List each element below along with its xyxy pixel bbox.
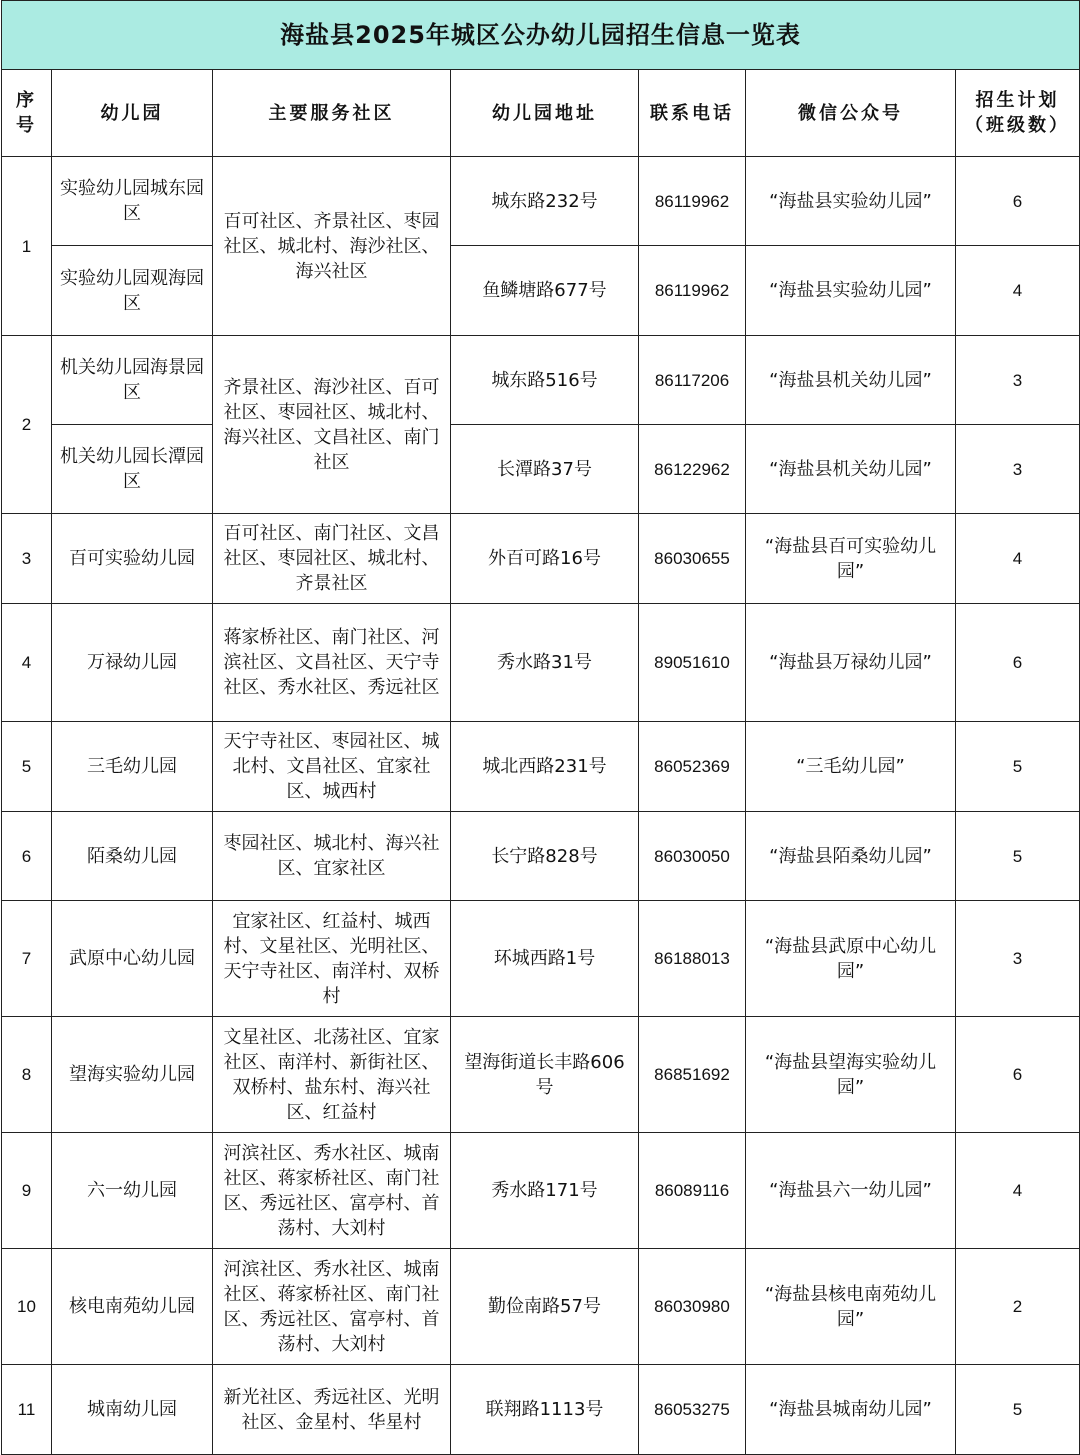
cell-phone: 86030655 xyxy=(639,514,746,604)
cell-community: 枣园社区、城北村、海兴社区、宜家社区 xyxy=(213,812,451,901)
cell-kindergarten: 武原中心幼儿园 xyxy=(52,901,213,1017)
cell-phone: 86851692 xyxy=(639,1017,746,1133)
cell-kindergarten: 六一幼儿园 xyxy=(52,1133,213,1249)
table-row xyxy=(2,901,1080,1017)
cell-plan: 6 xyxy=(956,157,1080,246)
cell-kindergarten: 实验幼儿园观海园区 xyxy=(52,246,213,336)
cell-wechat: “海盐县核电南苑幼儿园” xyxy=(746,1249,956,1365)
enrollment-table xyxy=(1,0,1080,1455)
cell-phone: 86122962 xyxy=(639,425,746,514)
cell-phone: 86030980 xyxy=(639,1249,746,1365)
cell-address: 长潭路37号 xyxy=(451,425,639,514)
cell-kindergarten: 望海实验幼儿园 xyxy=(52,1017,213,1133)
header-row xyxy=(2,70,1080,157)
header-community: 主要服务社区 xyxy=(213,70,451,157)
table-row xyxy=(2,812,1080,901)
cell-phone: 86188013 xyxy=(639,901,746,1017)
cell-wechat: “海盐县机关幼儿园” xyxy=(746,336,956,425)
cell-address: 长宁路828号 xyxy=(451,812,639,901)
table-row xyxy=(2,722,1080,812)
table-row xyxy=(2,514,1080,604)
cell-address: 城东路232号 xyxy=(451,157,639,246)
cell-plan: 6 xyxy=(956,1017,1080,1133)
cell-kindergarten: 百可实验幼儿园 xyxy=(52,514,213,604)
cell-wechat: “海盐县实验幼儿园” xyxy=(746,157,956,246)
table-row xyxy=(2,1017,1080,1133)
cell-kindergarten: 核电南苑幼儿园 xyxy=(52,1249,213,1365)
table-row xyxy=(2,336,1080,425)
cell-plan: 4 xyxy=(956,514,1080,604)
cell-wechat: “海盐县望海实验幼儿园” xyxy=(746,1017,956,1133)
table-row xyxy=(2,1249,1080,1365)
page-title: 海盐县2025年城区公办幼儿园招生信息一览表 xyxy=(2,1,1080,70)
table-body xyxy=(2,1,1080,1455)
cell-phone: 86030050 xyxy=(639,812,746,901)
cell-community: 蒋家桥社区、南门社区、河滨社区、文昌社区、天宁寺社区、秀水社区、秀远社区 xyxy=(213,604,451,722)
cell-community: 河滨社区、秀水社区、城南社区、蒋家桥社区、南门社区、秀远社区、富亭村、首荡村、大刘村 xyxy=(213,1249,451,1365)
cell-plan: 2 xyxy=(956,1249,1080,1365)
cell-address: 联翔路1113号 xyxy=(451,1365,639,1455)
cell-wechat: “海盐县机关幼儿园” xyxy=(746,425,956,514)
cell-index: 2 xyxy=(2,336,52,514)
cell-kindergarten: 三毛幼儿园 xyxy=(52,722,213,812)
cell-index: 10 xyxy=(2,1249,52,1365)
cell-kindergarten: 机关幼儿园长潭园区 xyxy=(52,425,213,514)
header-kindergarten: 幼儿园 xyxy=(52,70,213,157)
cell-address: 城东路516号 xyxy=(451,336,639,425)
cell-phone: 89051610 xyxy=(639,604,746,722)
cell-community: 新光社区、秀远社区、光明社区、金星村、华星村 xyxy=(213,1365,451,1455)
cell-address: 环城西路1号 xyxy=(451,901,639,1017)
table-row xyxy=(2,425,1080,514)
cell-address: 城北西路231号 xyxy=(451,722,639,812)
cell-index: 1 xyxy=(2,157,52,336)
cell-wechat: “海盐县六一幼儿园” xyxy=(746,1133,956,1249)
cell-wechat: “海盐县城南幼儿园” xyxy=(746,1365,956,1455)
table-row xyxy=(2,604,1080,722)
cell-phone: 86089116 xyxy=(639,1133,746,1249)
cell-address: 外百可路16号 xyxy=(451,514,639,604)
title-row xyxy=(2,1,1080,70)
cell-community: 河滨社区、秀水社区、城南社区、蒋家桥社区、南门社区、秀远社区、富亭村、首荡村、大刘村 xyxy=(213,1133,451,1249)
cell-index: 8 xyxy=(2,1017,52,1133)
cell-plan: 4 xyxy=(956,246,1080,336)
cell-plan: 3 xyxy=(956,901,1080,1017)
cell-index: 6 xyxy=(2,812,52,901)
cell-kindergarten: 城南幼儿园 xyxy=(52,1365,213,1455)
cell-community: 齐景社区、海沙社区、百可社区、枣园社区、城北村、海兴社区、文昌社区、南门社区 xyxy=(213,336,451,514)
cell-phone: 86117206 xyxy=(639,336,746,425)
cell-kindergarten: 陌桑幼儿园 xyxy=(52,812,213,901)
cell-kindergarten: 实验幼儿园城东园区 xyxy=(52,157,213,246)
table-row xyxy=(2,157,1080,246)
cell-plan: 3 xyxy=(956,336,1080,425)
cell-address: 勤俭南路57号 xyxy=(451,1249,639,1365)
cell-index: 11 xyxy=(2,1365,52,1455)
header-phone: 联系电话 xyxy=(639,70,746,157)
cell-index: 9 xyxy=(2,1133,52,1249)
cell-index: 3 xyxy=(2,514,52,604)
cell-phone: 86119962 xyxy=(639,157,746,246)
cell-wechat: “三毛幼儿园” xyxy=(746,722,956,812)
cell-plan: 5 xyxy=(956,722,1080,812)
cell-kindergarten: 机关幼儿园海景园区 xyxy=(52,336,213,425)
cell-index: 5 xyxy=(2,722,52,812)
table-row xyxy=(2,1365,1080,1455)
cell-address: 秀水路31号 xyxy=(451,604,639,722)
cell-kindergarten: 万禄幼儿园 xyxy=(52,604,213,722)
cell-phone: 86119962 xyxy=(639,246,746,336)
header-address: 幼儿园地址 xyxy=(451,70,639,157)
cell-plan: 3 xyxy=(956,425,1080,514)
cell-wechat: “海盐县陌桑幼儿园” xyxy=(746,812,956,901)
cell-phone: 86053275 xyxy=(639,1365,746,1455)
cell-community: 文星社区、北荡社区、宜家社区、南洋村、新街社区、双桥村、盐东村、海兴社区、红益村 xyxy=(213,1017,451,1133)
cell-wechat: “海盐县万禄幼儿园” xyxy=(746,604,956,722)
cell-address: 鱼鳞塘路677号 xyxy=(451,246,639,336)
cell-plan: 4 xyxy=(956,1133,1080,1249)
cell-plan: 5 xyxy=(956,812,1080,901)
cell-index: 4 xyxy=(2,604,52,722)
cell-wechat: “海盐县武原中心幼儿园” xyxy=(746,901,956,1017)
cell-phone: 86052369 xyxy=(639,722,746,812)
cell-address: 望海街道长丰路606号 xyxy=(451,1017,639,1133)
cell-plan: 5 xyxy=(956,1365,1080,1455)
cell-index: 7 xyxy=(2,901,52,1017)
cell-community: 宜家社区、红益村、城西村、文星社区、光明社区、天宁寺社区、南洋村、双桥村 xyxy=(213,901,451,1017)
cell-wechat: “海盐县百可实验幼儿园” xyxy=(746,514,956,604)
table-row xyxy=(2,246,1080,336)
table-row xyxy=(2,1133,1080,1249)
header-wechat: 微信公众号 xyxy=(746,70,956,157)
header-plan: 招生计划（班级数） xyxy=(956,70,1080,157)
cell-address: 秀水路171号 xyxy=(451,1133,639,1249)
cell-community: 百可社区、齐景社区、枣园社区、城北村、海沙社区、海兴社区 xyxy=(213,157,451,336)
cell-community: 百可社区、南门社区、文昌社区、枣园社区、城北村、齐景社区 xyxy=(213,514,451,604)
header-index: 序号 xyxy=(2,70,52,157)
cell-plan: 6 xyxy=(956,604,1080,722)
cell-wechat: “海盐县实验幼儿园” xyxy=(746,246,956,336)
cell-community: 天宁寺社区、枣园社区、城北村、文昌社区、宜家社区、城西村 xyxy=(213,722,451,812)
